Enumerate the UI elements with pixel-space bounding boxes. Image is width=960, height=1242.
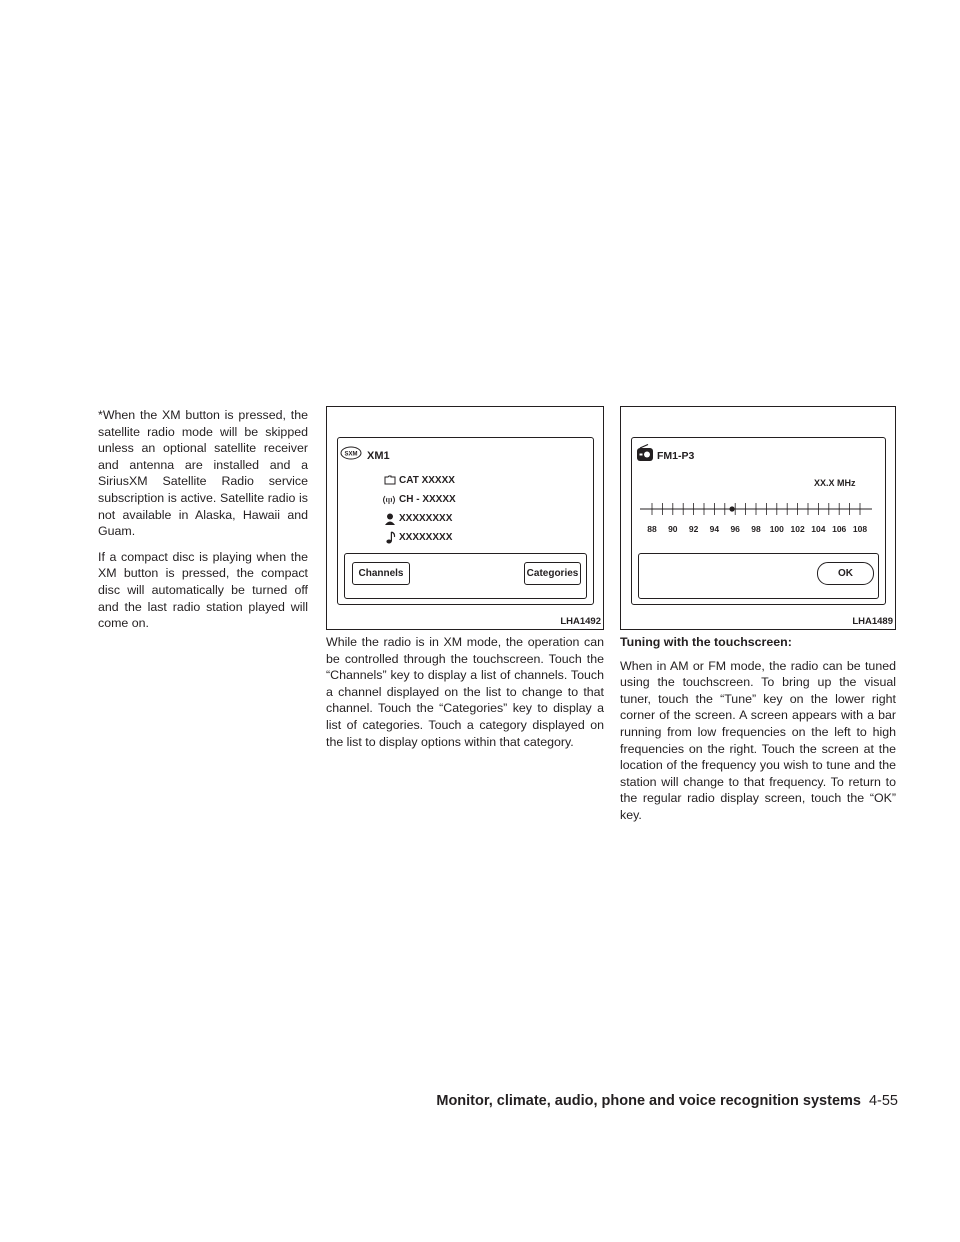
- fm-tuner-figure: [620, 406, 896, 630]
- category-text: CAT XXXXX: [399, 475, 455, 486]
- tuner-scale-label: 98: [751, 524, 761, 534]
- song-text: XXXXXXXX: [399, 532, 453, 543]
- section-heading: Tuning with the touchscreen:: [620, 635, 792, 649]
- xm-screen-figure: [326, 406, 604, 630]
- tuner-scale-label: 94: [709, 524, 720, 534]
- fm-preset-title: FM1-P3: [657, 450, 695, 462]
- sxm-logo-icon: [340, 446, 362, 460]
- music-note-icon: [386, 531, 396, 544]
- tuner-position-marker: [729, 506, 734, 511]
- folder-icon: [384, 475, 396, 485]
- tuning-paragraph: When in AM or FM mode, the radio can be tuned using the touchscreen. To bring up the visual tuner, touch the “Tune” key on the lower right corner of the screen. A screen appears with a bar running from low frequencies on the left to high frequencies on the right. Touch the screen at the location of the frequency you wish to tune and the station will change to that frequency. To return to the regular radio display screen, touch the “OK” key.: [620, 658, 896, 822]
- footer-section-title: Monitor, climate, audio, phone and voice recognition systems: [436, 1093, 861, 1109]
- page-number: 4-55: [868, 1093, 898, 1109]
- xm-note-paragraph: *When the XM button is pressed, the satellite radio mode will be skipped unless an optional satellite receiver and antenna are installed and a SiriusXM Satellite Radio service subscription is active. Satellite radio is not available in Alaska, Hawaii and Guam.: [98, 408, 308, 539]
- column-right: [620, 634, 896, 833]
- xm-touchscreen-paragraph: While the radio is in XM mode, the operation can be controlled through the touchscreen. Touch the “Channels” key to display a list of channels. Touch a channel displayed on the list to change to that channel. Touch the “Categories” key to display a list of categories. Touch a category displayed on the list to display options within that category.: [326, 635, 604, 749]
- tuner-scale-label: 88: [647, 524, 657, 534]
- column-middle: [326, 634, 604, 759]
- tuner-scale-label: 92: [688, 524, 699, 534]
- signal-icon: [382, 495, 396, 505]
- xm-channel-title: XM1: [367, 450, 390, 462]
- page-footer: [0, 1092, 898, 1110]
- artist-text: XXXXXXXX: [399, 513, 453, 524]
- figure-label: LHA1492: [560, 616, 601, 627]
- compact-disc-paragraph: If a compact disc is playing when the XM button is pressed, the compact disc will automatically be turned off and the last radio station played will come on.: [98, 549, 308, 631]
- column-left: [98, 407, 308, 641]
- tuner-scale-label: 108: [852, 524, 868, 534]
- tuner-scale-label: 102: [790, 524, 805, 534]
- xm-display-screen: [337, 437, 594, 605]
- radio-icon: [636, 444, 654, 462]
- frequency-readout: XX.X MHz: [814, 478, 856, 488]
- artist-icon: [385, 513, 395, 525]
- tuner-scale-label: 90: [668, 524, 678, 534]
- tuner-scale-label: 96: [730, 524, 740, 534]
- categories-button[interactable]: Categories: [524, 562, 581, 585]
- tuner-scale-label: 106: [832, 524, 847, 534]
- tuner-scale-label: 100: [769, 524, 784, 534]
- channels-button[interactable]: Channels: [352, 562, 410, 585]
- channel-text: CH - XXXXX: [399, 494, 456, 505]
- figure-label: LHA1489: [852, 616, 893, 627]
- sxm-logo-text: SXM: [344, 451, 358, 458]
- tuner-scale-label: 104: [811, 524, 826, 534]
- tuner-scale[interactable]: [640, 498, 876, 538]
- fm-display-screen: [631, 437, 886, 605]
- ok-button[interactable]: OK: [817, 562, 874, 585]
